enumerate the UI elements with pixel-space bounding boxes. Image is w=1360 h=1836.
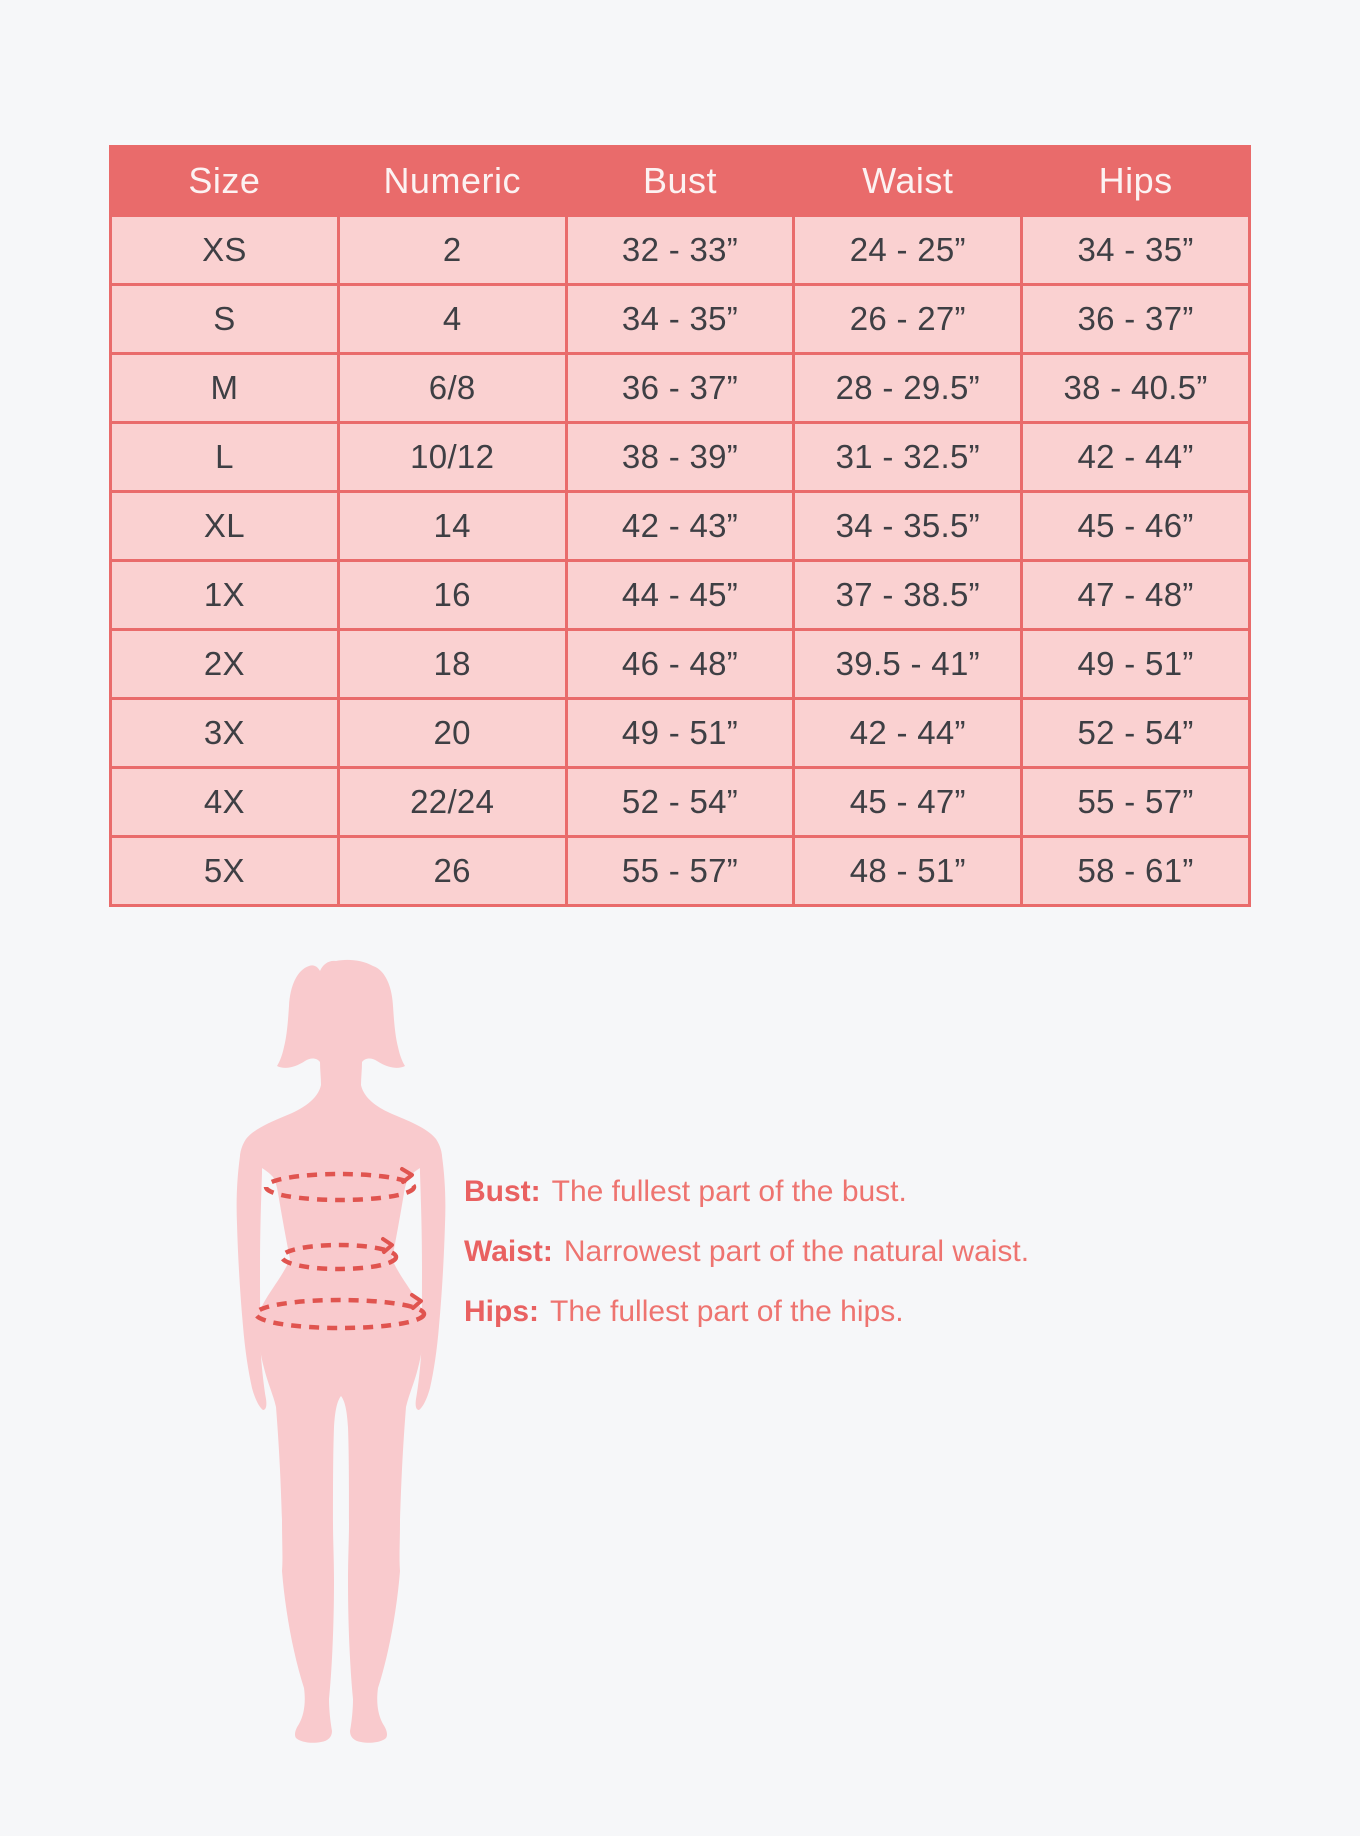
- table-cell: 1X: [111, 561, 339, 630]
- table-cell: 38 - 40.5”: [1022, 354, 1250, 423]
- table-cell: 3X: [111, 699, 339, 768]
- measurement-guide: [464, 1162, 1029, 1342]
- table-cell: 45 - 46”: [1022, 492, 1250, 561]
- right-arm-silhouette: [416, 1128, 446, 1410]
- column-header: Waist: [794, 147, 1022, 216]
- table-row: [111, 492, 1250, 561]
- guide-item-waist: [464, 1222, 1029, 1282]
- table-row: [111, 216, 1250, 285]
- table-cell: 38 - 39”: [566, 423, 794, 492]
- table-row: [111, 354, 1250, 423]
- table-header: [111, 147, 1250, 216]
- table-row: [111, 423, 1250, 492]
- table-cell: 2: [338, 216, 566, 285]
- table-cell: 28 - 29.5”: [794, 354, 1022, 423]
- female-body-silhouette: [233, 958, 449, 1748]
- table-cell: 22/24: [338, 768, 566, 837]
- table-cell: 58 - 61”: [1022, 837, 1250, 906]
- table-cell: 24 - 25”: [794, 216, 1022, 285]
- table-cell: 42 - 44”: [794, 699, 1022, 768]
- table-cell: 4: [338, 285, 566, 354]
- guide-item-bust: [464, 1162, 1029, 1222]
- column-header: Bust: [566, 147, 794, 216]
- guide-label: Waist:: [464, 1235, 553, 1268]
- table-cell: 20: [338, 699, 566, 768]
- table-header-row: [111, 147, 1250, 216]
- table-cell: 16: [338, 561, 566, 630]
- table-cell: 36 - 37”: [1022, 285, 1250, 354]
- table-cell: 34 - 35.5”: [794, 492, 1022, 561]
- table-cell: 49 - 51”: [566, 699, 794, 768]
- table-cell: 42 - 43”: [566, 492, 794, 561]
- table-row: [111, 768, 1250, 837]
- table-cell: 14: [338, 492, 566, 561]
- table-cell: L: [111, 423, 339, 492]
- table-cell: 48 - 51”: [794, 837, 1022, 906]
- table-cell: 6/8: [338, 354, 566, 423]
- table-cell: 10/12: [338, 423, 566, 492]
- table-cell: 45 - 47”: [794, 768, 1022, 837]
- table-cell: 44 - 45”: [566, 561, 794, 630]
- table-row: [111, 630, 1250, 699]
- table-cell: 34 - 35”: [566, 285, 794, 354]
- column-header: Numeric: [338, 147, 566, 216]
- table-cell: 37 - 38.5”: [794, 561, 1022, 630]
- table-cell: XS: [111, 216, 339, 285]
- table-cell: 26 - 27”: [794, 285, 1022, 354]
- column-header: Hips: [1022, 147, 1250, 216]
- table-cell: 42 - 44”: [1022, 423, 1250, 492]
- table-cell: M: [111, 354, 339, 423]
- guide-text: Narrowest part of the natural waist.: [563, 1235, 1030, 1268]
- guide-label: Bust:: [464, 1175, 541, 1208]
- table-cell: 32 - 33”: [566, 216, 794, 285]
- table-cell: 47 - 48”: [1022, 561, 1250, 630]
- table-row: [111, 699, 1250, 768]
- body-silhouette: [240, 960, 442, 1743]
- table-cell: 31 - 32.5”: [794, 423, 1022, 492]
- table-row: [111, 561, 1250, 630]
- guide-text: The fullest part of the bust.: [551, 1175, 907, 1208]
- table-cell: 55 - 57”: [566, 837, 794, 906]
- column-header: Size: [111, 147, 339, 216]
- table-body: [111, 216, 1250, 906]
- table-cell: 34 - 35”: [1022, 216, 1250, 285]
- guide-item-hips: [464, 1282, 1029, 1342]
- table-row: [111, 837, 1250, 906]
- guide-label: Hips:: [464, 1295, 539, 1328]
- table-row: [111, 285, 1250, 354]
- size-chart-table: [109, 145, 1251, 907]
- table-cell: 2X: [111, 630, 339, 699]
- table-cell: 36 - 37”: [566, 354, 794, 423]
- left-arm-silhouette: [237, 1128, 267, 1410]
- table-cell: 49 - 51”: [1022, 630, 1250, 699]
- table-cell: 46 - 48”: [566, 630, 794, 699]
- table-cell: 18: [338, 630, 566, 699]
- table-cell: 52 - 54”: [1022, 699, 1250, 768]
- table-cell: 39.5 - 41”: [794, 630, 1022, 699]
- table-cell: 26: [338, 837, 566, 906]
- table-cell: XL: [111, 492, 339, 561]
- table-cell: 55 - 57”: [1022, 768, 1250, 837]
- table-cell: 52 - 54”: [566, 768, 794, 837]
- guide-text: The fullest part of the hips.: [550, 1295, 904, 1328]
- table-cell: S: [111, 285, 339, 354]
- table-cell: 4X: [111, 768, 339, 837]
- table-cell: 5X: [111, 837, 339, 906]
